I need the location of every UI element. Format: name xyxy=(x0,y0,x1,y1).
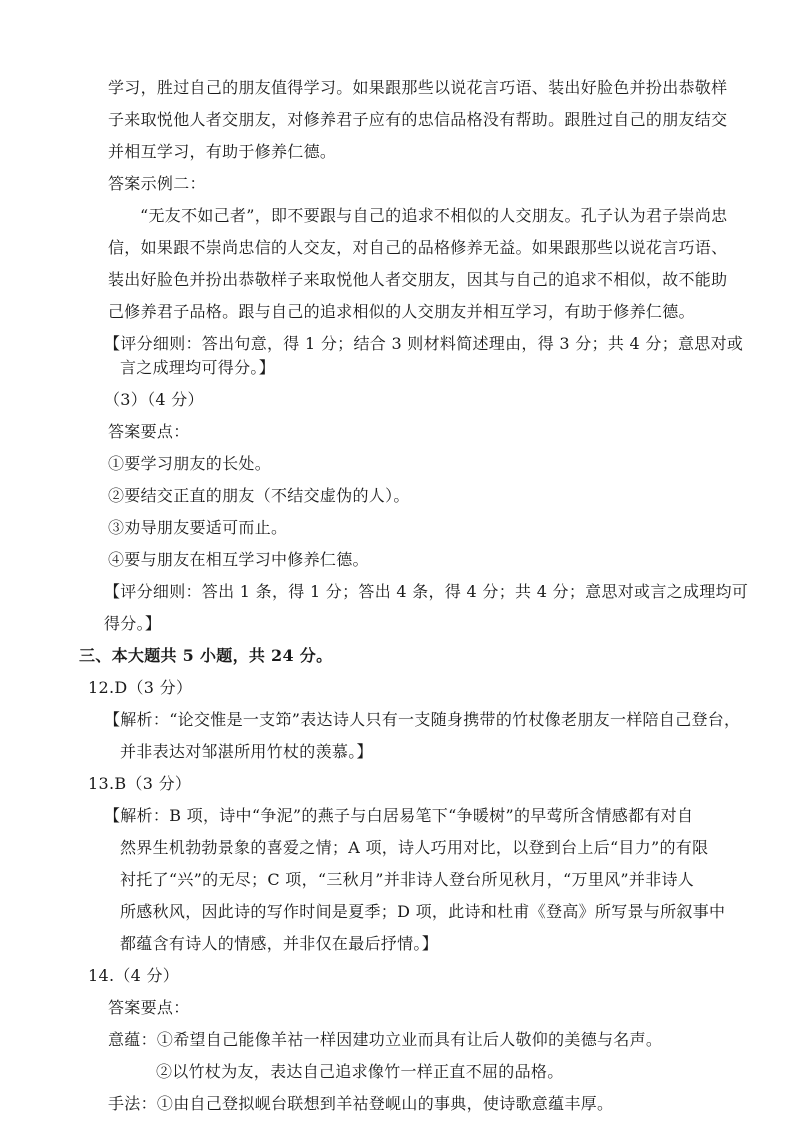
analysis-line: 【解析：B 项，诗中“争泥”的燕子与白居易笔下“争暖树”的早莺所含情感都有对自 xyxy=(104,806,694,825)
question-number: （3）（4 分） xyxy=(104,390,204,409)
section-heading: 三、本大题共 5 小题，共 24 分。 xyxy=(79,646,333,665)
answer-point: ③劝导朋友要适可而止。 xyxy=(108,518,288,537)
answer-point: 手法：①由自己登拟岘台联想到羊祜登岘山的事典，使诗歌意蕴丰厚。 xyxy=(108,1094,614,1113)
analysis-line: 都蕴含有诗人的情感，并非仅在最后抒情。】 xyxy=(120,934,439,953)
answer-text-line: 己修养君子品格。跟与自己的追求相似的人交朋友并相互学习，有助于修养仁德。 xyxy=(108,302,695,321)
answer-text-line: 装出好脸色并扮出恭敬样子来取悦他人者交朋友，因其与自己的追求不相似，故不能助 xyxy=(108,270,728,289)
question-number: 12.D（3 分） xyxy=(88,678,193,697)
scoring-rule-line: 【评分细则：答出 1 条，得 1 分；答出 4 条，得 4 分；共 4 分；意思对或言之成理均可 xyxy=(104,582,749,601)
scoring-rule-line: 【评分细则：答出句意，得 1 分；结合 3 则材料简述理由，得 3 分；共 4 分；意思对或 xyxy=(104,334,744,353)
analysis-line: 所感秋风，因此诗的写作时间是夏季；D 项，此诗和杜甫《登高》所写景与所叙事中 xyxy=(120,902,726,921)
answer-point: ①要学习朋友的长处。 xyxy=(108,454,272,473)
question-number: 14.（4 分） xyxy=(88,966,180,985)
answer-point: ④要与朋友在相互学习中修养仁德。 xyxy=(108,550,369,569)
answer-point: ②要结交正直的朋友（不结交虚伪的人）。 xyxy=(108,486,410,505)
answer-example-heading: 答案示例二： xyxy=(108,174,206,193)
answer-points-heading: 答案要点： xyxy=(108,422,190,441)
answer-points-heading: 答案要点： xyxy=(108,998,190,1017)
answer-text-line: “无友不如己者”，即不要跟与自己的追求不相似的人交朋友。孔子认为君子崇尚忠 xyxy=(140,206,728,225)
scoring-rule-line: 得分。】 xyxy=(104,614,162,633)
answer-text-line: 子来取悦他人者交朋友，对修养君子应有的忠信品格没有帮助。跟胜过自己的朋友结交 xyxy=(108,110,728,129)
analysis-line: 衬托了“兴”的无尽；C 项，“三秋月”并非诗人登台所见秋月，“万里风”并非诗人 xyxy=(120,870,695,889)
analysis-line: 并非表达对邹湛所用竹杖的羡慕。】 xyxy=(120,742,373,761)
scoring-rule-line: 言之成理均可得分。】 xyxy=(120,358,276,377)
answer-point: 意蕴：①希望自己能像羊祜一样因建功立业而具有让后人敬仰的美德与名声。 xyxy=(108,1030,663,1049)
analysis-line: 【解析：“论交惟是一支笻”表达诗人只有一支随身携带的竹杖像老朋友一样陪自己登台， xyxy=(104,710,741,729)
answer-text-line: 学习，胜过自己的朋友值得学习。如果跟那些以说花言巧语、装出好脸色并扮出恭敬样 xyxy=(108,78,728,97)
question-number: 13.B（3 分） xyxy=(88,774,192,793)
answer-text-line: 信，如果跟不崇尚忠信的人交友，对自己的品格修养无益。如果跟那些以说花言巧语、 xyxy=(108,238,728,257)
answer-text-line: 并相互学习，有助于修养仁德。 xyxy=(108,142,337,161)
analysis-line: 然界生机勃勃景象的喜爱之情；A 项，诗人巧用对比，以登到台上后“目力”的有限 xyxy=(120,838,709,857)
answer-point: ②以竹杖为友，表达自己追求像竹一样正直不屈的品格。 xyxy=(156,1062,564,1081)
